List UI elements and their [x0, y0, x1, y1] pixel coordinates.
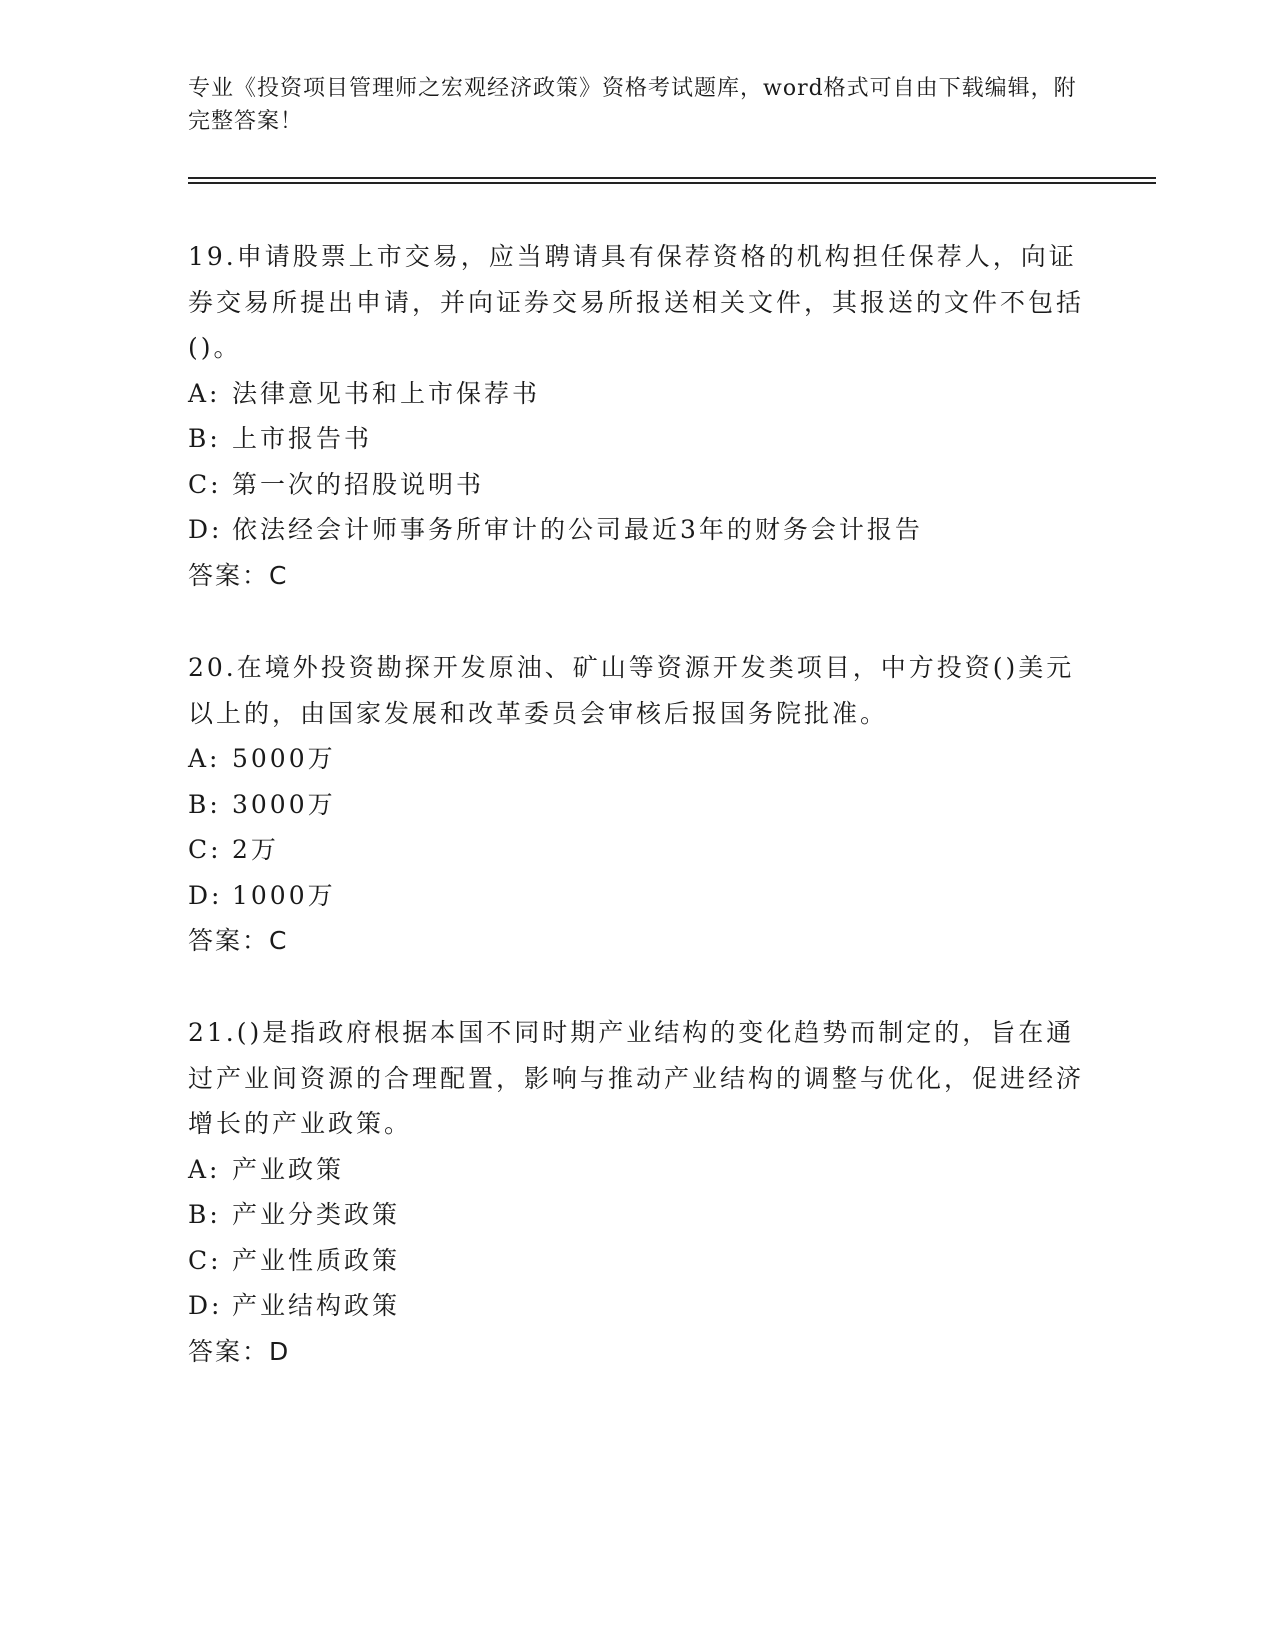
option-text: 第一次的招股说明书 [232, 469, 485, 499]
option-text: 5000万 [232, 744, 336, 773]
option-text: 产业性质政策 [232, 1245, 401, 1275]
header-divider-top [188, 177, 1156, 179]
question-21 [188, 1010, 1088, 1374]
question-20 [188, 645, 1088, 964]
option-a [188, 1147, 1088, 1193]
option-a [188, 371, 1088, 417]
option-text: 1000万 [232, 880, 336, 910]
answer-line: 答案：C [188, 926, 289, 955]
option-text: 3000万 [232, 789, 336, 819]
option-letter: A: [188, 744, 221, 773]
option-text: 依法经会计师事务所审计的公司最近3年的财务会计报告 [232, 515, 923, 544]
header-divider-bottom [188, 182, 1156, 184]
question-stem: 21.()是指政府根据本国不同时期产业结构的变化趋势而制定的，旨在通过产业间资源的合理配置，影响与推动产业结构的调整与优化，促进经济增长的产业政策。 [188, 1018, 1085, 1138]
answer-line: 答案：C [188, 560, 289, 590]
option-text: 产业分类政策 [232, 1200, 401, 1229]
option-letter: C: [188, 835, 222, 864]
question-19 [188, 234, 1088, 598]
question-stem: 19.申请股票上市交易，应当聘请具有保荐资格的机构担任保荐人，向证券交易所提出申请，并向证券交易所报送相关文件，其报送的文件不包括()。 [188, 242, 1085, 362]
option-letter: D: [188, 880, 223, 910]
option-letter: C: [188, 1245, 222, 1275]
option-text: 产业政策 [232, 1154, 345, 1184]
question-stem: 20.在境外投资勘探开发原油、矿山等资源开发类项目，中方投资()美元以上的，由国家发展和改革委员会审核后报国务院批准。 [188, 653, 1075, 728]
option-text: 2万 [232, 835, 279, 864]
option-letter: B: [188, 1200, 221, 1229]
option-letter: B: [188, 789, 221, 819]
option-c [188, 827, 1088, 873]
option-text: 法律意见书和上市保荐书 [232, 378, 541, 408]
document-header [188, 72, 1088, 138]
option-d [188, 873, 1088, 919]
answer-line: 答案：D [188, 1336, 291, 1366]
option-letter: B: [188, 424, 221, 453]
option-b [188, 782, 1088, 828]
option-b [188, 416, 1088, 462]
option-letter: D: [188, 1291, 223, 1320]
option-c [188, 462, 1088, 508]
option-text: 上市报告书 [232, 424, 373, 453]
option-d [188, 507, 1088, 553]
option-letter: A: [188, 1154, 221, 1184]
option-letter: A: [188, 378, 221, 408]
option-letter: C: [188, 469, 222, 499]
option-letter: D: [188, 515, 223, 544]
option-c [188, 1238, 1088, 1284]
option-b [188, 1192, 1088, 1238]
option-text: 产业结构政策 [232, 1291, 401, 1320]
option-d [188, 1283, 1088, 1329]
header-text: 专业《投资项目管理师之宏观经济政策》资格考试题库，word格式可自由下载编辑，附完整答案！ [188, 76, 1077, 134]
option-a [188, 736, 1088, 782]
